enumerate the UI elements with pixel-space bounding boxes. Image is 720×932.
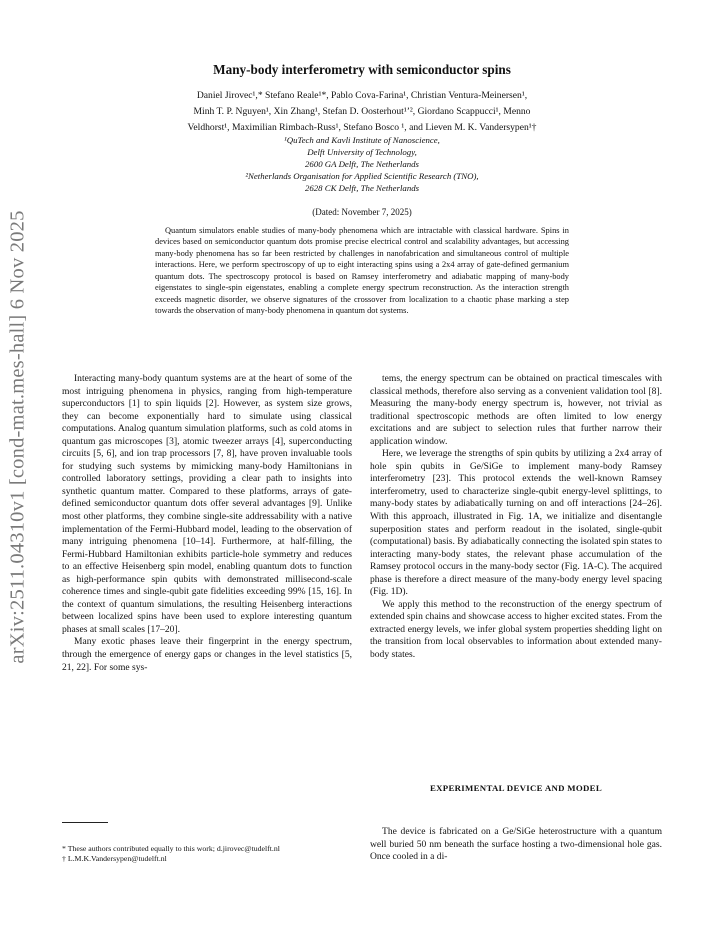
date-line: (Dated: November 7, 2025) (312, 207, 412, 217)
author-line: Daniel Jirovec¹,* Stefano Reale¹*, Pablo Cova-Farina¹, Christian Ventura-Meinersen¹, (196, 90, 528, 101)
body-column-right (370, 373, 662, 662)
body-paragraph: We apply this method to the reconstruction of the energy spectrum of extended spin chains and showcase access to higher excited states. From the extracted energy levels, we infer global system properties shedding light on the transition from local observables to information about extended many-body states. (370, 598, 662, 661)
affiliation-line: ¹QuTech and Kavli Institute of Nanoscience, (284, 135, 440, 145)
arxiv-stamp (3, 204, 33, 670)
body-column-left (62, 373, 352, 674)
arxiv-stamp-text: arXiv:2511.04310v1 [cond-mat.mes-hall] 6 Nov 2025 (6, 210, 29, 664)
affiliation-line: Delft University of Technology, (307, 147, 417, 157)
section-heading: EXPERIMENTAL DEVICE AND MODEL (429, 783, 603, 793)
footnote: † L.M.K.Vandersypen@tudelft.nl (62, 854, 167, 863)
body-paragraph: The device is fabricated on a Ge/SiGe heterostructure with a quantum well buried 50 nm beneath the surface hosting a two-dimensional hole gas. Once cooled in a di- (370, 826, 662, 863)
footnote: * These authors contributed equally to this work; d.jirovec@tudelft.nl (62, 844, 280, 853)
affiliation-line: 2600 GA Delft, The Netherlands (305, 159, 419, 169)
affiliation-line: 2628 CK Delft, The Netherlands (304, 183, 420, 193)
body-paragraph: tems, the energy spectrum can be obtained on practical timescales with classical methods, therefore also serving as a convenient validation tool [8]. Measuring the many-body energy spectrum is, however, not trivial as traditional spectroscopic methods are often limited to low energy excitations and are subject to selection rules that further narrow their application window. (370, 373, 662, 447)
affiliation-line: ²Netherlands Organisation for Applied Scientific Research (TNO), (245, 171, 479, 181)
footnote-divider (62, 822, 108, 823)
abstract: Quantum simulators enable studies of many-body phenomena which are intractable with classical hardware. Spins in devices based on semiconductor quantum dots promise precise electrical control and scalability advantages, but accessing many-body phenomena has so far been restricted by challenges in nanofabrication and simultaneous control of multiple interactions. Here, we perform spectroscopy of up to eight interacting spins using a 2x4 array of gate-defined germanium quantum dots. The spectroscopy protocol is based on Ramsey interferometry and adiabatic mapping of many-body eigenstates to single-spin eigenstates, enabling a complete energy spectrum reconstruction. As the interaction strength exceeds magnetic disorder, we observe signatures of the crossover from localization to a chaotic phase marking a step towards the observation of many-body phenomena in quantum dot systems. (155, 226, 569, 316)
footnotes (62, 844, 352, 864)
author-line: Veldhorst¹, Maximilian Rimbach-Russ¹, Stefano Bosco ¹, and Lieven M. K. Vandersypen¹† (187, 122, 537, 133)
body-paragraph: Interacting many-body quantum systems are at the heart of some of the most intriguing phenomena in physics, ranging from high-temperature superconductors [1] to spin liquids [2]. However, as system size grows, they can become exponentially hard to simulate using classical computations. Analog quantum simulation platforms, such as cold atoms in quantum gas microscopes [3], atomic tweezer arrays [4], superconducting circuits [5, 6], and ion trap processors [7, 8], have proven invaluable tools for studying such systems by mimicking many-body Hamiltonians in controlled laboratory settings, providing a clear path to insights into synthetic quantum matter. Compared to these platforms, arrays of gate-defined semiconductor quantum dots offer several advantages [9]. Unlike most other platforms, they combine single-site addressability with a native implementation of the Fermi-Hubbard model, leading to the observation of many intriguing phenomena [10–14]. Furthermore, at half-filling, the Fermi-Hubbard Hamiltonian exhibits particle-hole symmetry and reduces to an effective Heisenberg spin model, enabling quantum dots to function as high-performance spin qubits with demonstrated millisecond-scale coherence times and single-qubit gate fidelities exceeding 99% [15, 16]. In the context of quantum simulations, the resulting Heisenberg interactions between localized spins have been used to explore interesting quantum phases at small scales [17–20]. (62, 373, 352, 635)
section-body (370, 826, 662, 864)
affiliations (110, 134, 614, 194)
body-paragraph: Here, we leverage the strengths of spin qubits by utilizing a 2x4 array of hole spin qubits in Ge/SiGe to implement many-body Ramsey interferometry [23]. This protocol extends the well-known Ramsey interferometry, used to characterize single-qubit energy-level splittings, to many-body states by adiabatically turning on and off interactions [24–26]. With this approach, illustrated in Fig. 1A, we initialize and disentangle superposition states and perform readout in the isolated, single-qubit (computational) basis. By adiabatically connecting the isolated spin states to interacting many-body states, the relevant phase accumulation of the Ramsey protocol occurs in the many-body sector (Fig. 1A-C). The acquired phase is therefore a direct measure of the many-body energy level spacing (Fig. 1D). (370, 448, 662, 598)
body-paragraph: Many exotic phases leave their fingerprint in the energy spectrum, through the emergence of energy gaps or changes in the level statistics [5, 21, 22]. For some sys- (62, 636, 352, 673)
paper-title: Many-body interferometry with semiconductor spins (213, 62, 511, 77)
author-line: Minh T. P. Nguyen¹, Xin Zhang¹, Stefan D. Oosterhout¹ʼ², Giordano Scappucci¹, Menno (193, 106, 531, 117)
author-list (110, 88, 614, 136)
